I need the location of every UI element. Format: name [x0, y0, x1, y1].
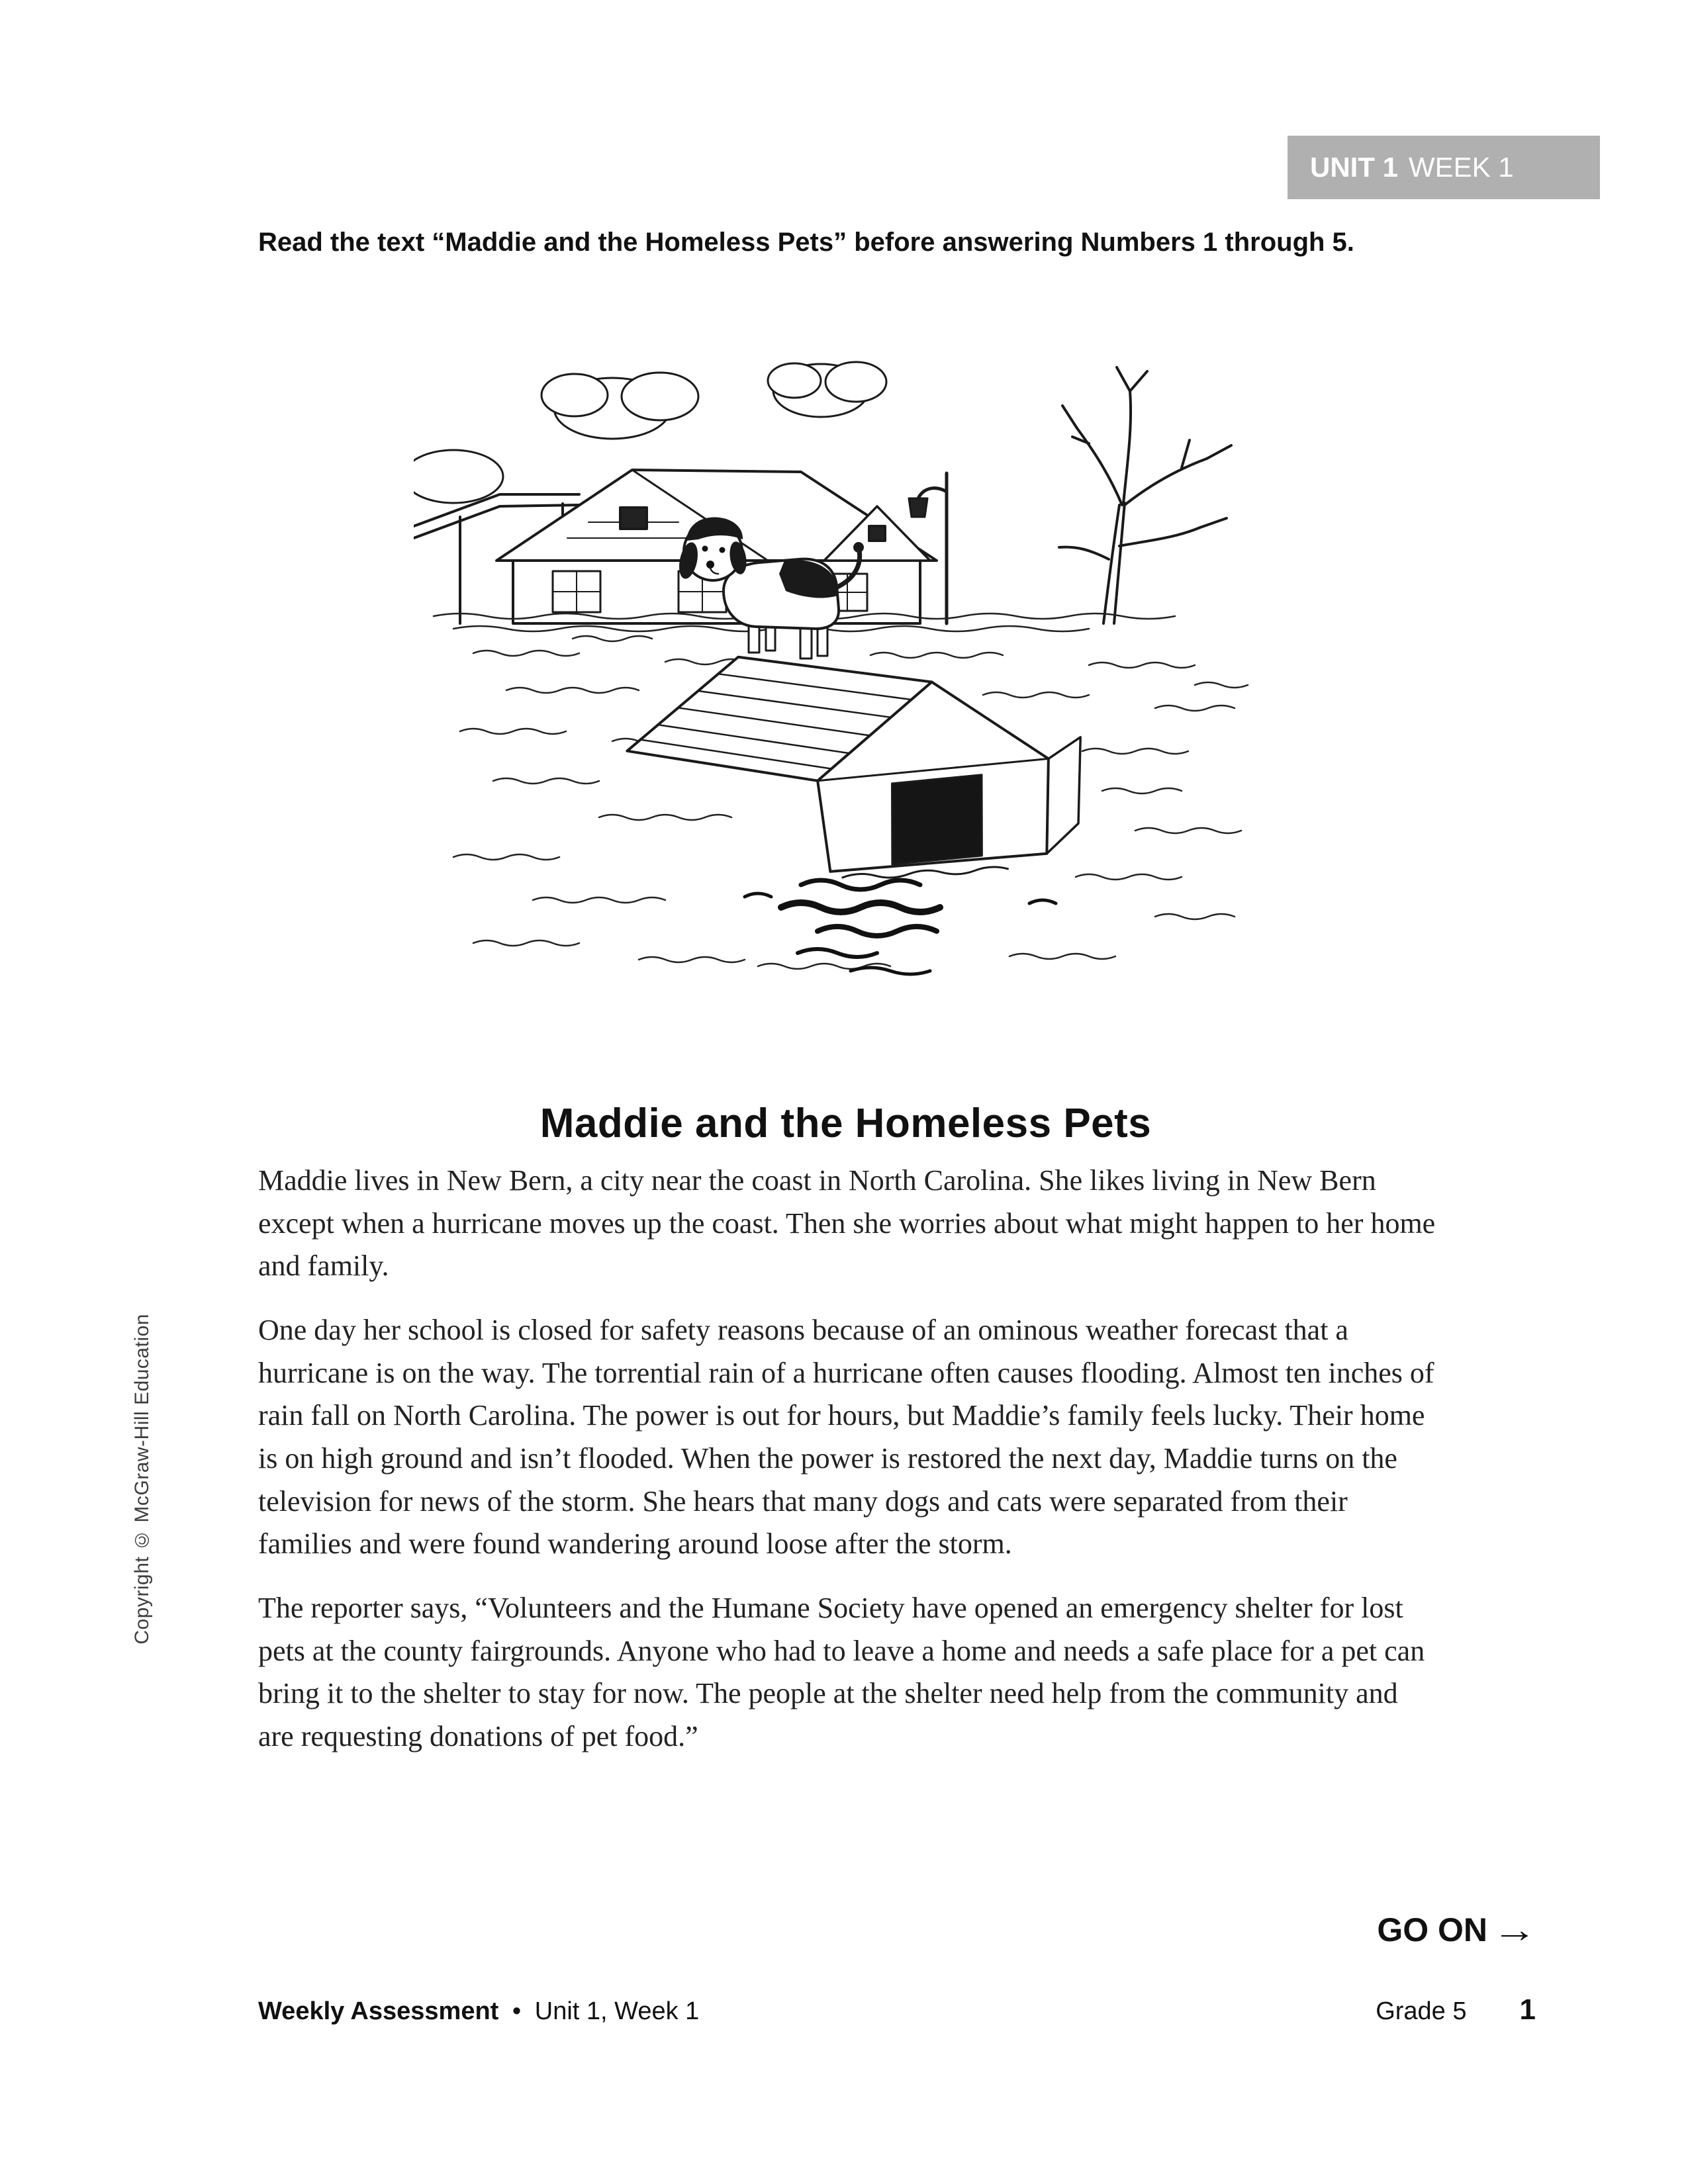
flood-illustration-svg [414, 328, 1274, 996]
footer-left [258, 1997, 699, 2026]
go-on-label: GO ON [1377, 1911, 1487, 1948]
footer-grade-label: Grade 5 [1376, 1997, 1467, 2025]
page-footer [258, 1993, 1536, 2026]
passage-body [258, 1160, 1436, 1780]
banner-unit-label: UNIT 1 [1310, 152, 1399, 183]
flood-illustration [414, 328, 1274, 996]
passage-title: Maddie and the Homeless Pets [539, 1100, 1152, 1146]
bare-tree [1059, 367, 1231, 623]
footer-separator: • [512, 1997, 522, 2025]
passage-paragraph-1: Maddie lives in New Bern, a city near the coast in North Carolina. She likes living in New Bern except when a hurricane moves up the coast. Then she worries about what might happen to her home and family. [258, 1164, 1436, 1283]
copyright-sidebar: Copyright © McGraw-Hill Education [131, 1314, 153, 1645]
unit-week-banner [1288, 136, 1600, 199]
passage-paragraph-3: The reporter says, “Volunteers and the Humane Society have opened an emergency shelter for lost pets at the county fairgrounds. Anyone who had to leave a home and needs a safe place for a pet can bring it to the shelter to stay for now. The people at the shelter need help from the community and are requesting donations of pet food.” [258, 1592, 1425, 1753]
footer-right [1376, 1993, 1536, 2026]
go-on-indicator [1377, 1909, 1537, 1950]
instruction-text: Read the text “Maddie and the Homeless Pets” before answering Numbers 1 through 5. [258, 228, 1354, 257]
footer-unit-week: Unit 1, Week 1 [534, 1997, 700, 2025]
water-reflection [745, 880, 1056, 974]
footer-page-number: 1 [1519, 1993, 1536, 2026]
floating-doghouse [622, 639, 1087, 891]
passage-paragraph-2: One day her school is closed for safety reasons because of an ominous weather forecast that a hurricane is on the way. The torrential rain of a hurricane often causes flooding. Almost ten inches of rain fall on North Carolina. The power is out for hours, but Maddie’s family feels lucky. Their home is on high ground and isn’t flooded. When the power is restored the next day, Maddie turns on the television for news of the storm. She hears that many dogs and cats were separated from their families and were found wandering around loose after the storm. [258, 1314, 1434, 1561]
banner-week-label: WEEK 1 [1409, 152, 1514, 183]
go-on-arrow-icon: → [1492, 1910, 1537, 1950]
footer-assessment-title: Weekly Assessment [258, 1997, 499, 2025]
